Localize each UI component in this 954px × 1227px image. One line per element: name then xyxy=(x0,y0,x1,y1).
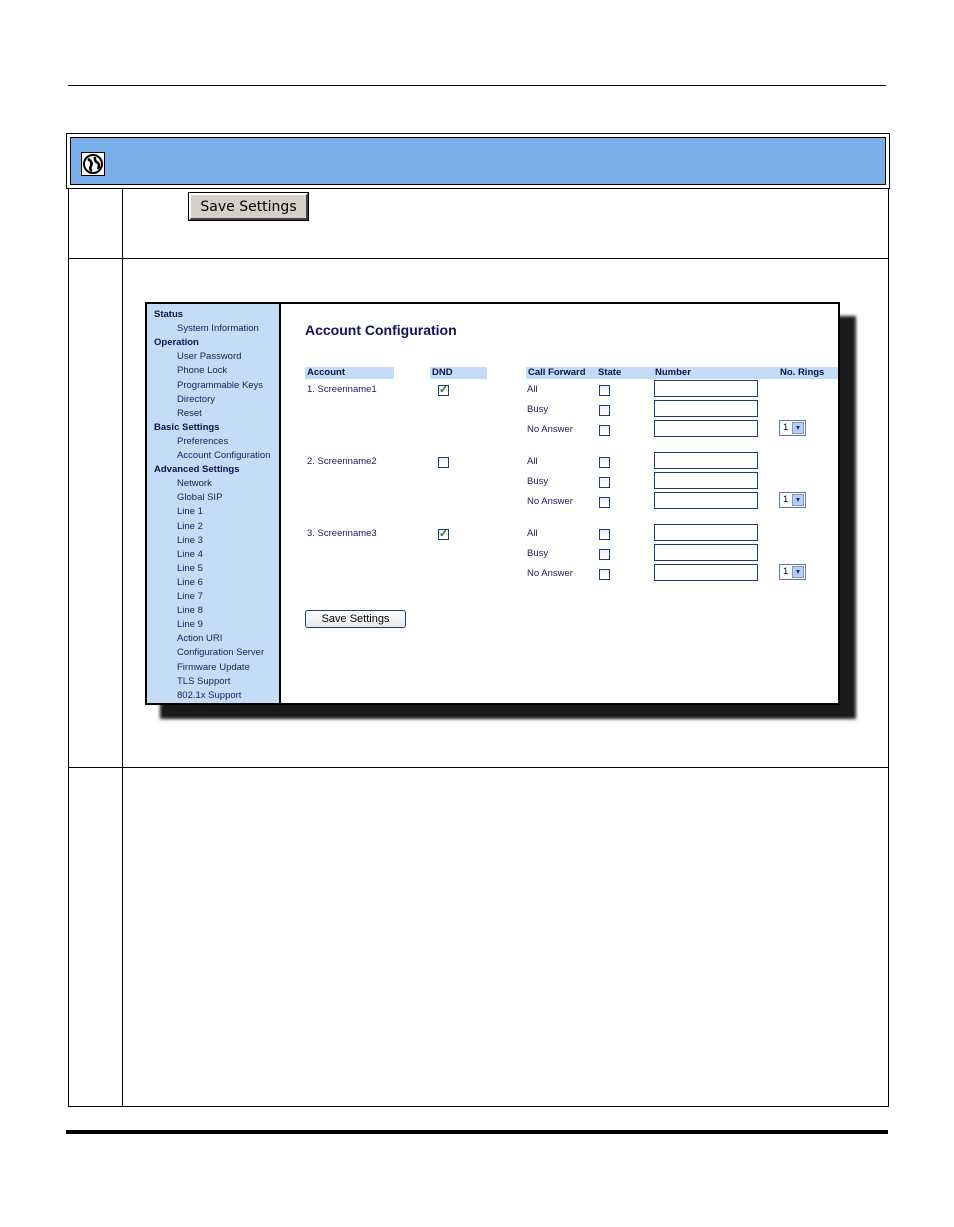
call-forward-type: All xyxy=(527,528,538,539)
sidebar-nav xyxy=(147,304,281,703)
forward-state-checkbox[interactable] xyxy=(599,529,610,540)
call-forward-type: No Answer xyxy=(527,424,573,435)
call-forward-type: Busy xyxy=(527,404,549,415)
forward-state-checkbox[interactable] xyxy=(599,477,610,488)
call-forward-type: No Answer xyxy=(527,496,573,507)
rings-select[interactable] xyxy=(779,492,806,508)
forward-state-checkbox[interactable] xyxy=(599,569,610,580)
sidebar-item[interactable]: Line 2 xyxy=(177,520,203,532)
sidebar-item[interactable]: Firmware Update xyxy=(177,661,250,673)
sidebar-item[interactable]: 802.1x Support xyxy=(177,689,242,701)
save-settings-button[interactable]: Save Settings xyxy=(189,193,308,220)
sidebar-item[interactable]: TLS Support xyxy=(177,675,231,687)
column-header-state: State xyxy=(596,367,653,379)
call-forward-type: Busy xyxy=(527,476,549,487)
rings-value: 1 xyxy=(783,422,789,433)
sidebar-item[interactable]: System Information xyxy=(177,323,259,335)
step-column-divider xyxy=(122,189,123,1107)
forward-state-checkbox[interactable] xyxy=(599,497,610,508)
column-header-dnd: DND xyxy=(430,367,487,379)
column-header-number: Number xyxy=(653,367,778,379)
call-forward-type: All xyxy=(527,384,538,395)
sidebar-item[interactable]: User Password xyxy=(177,351,242,363)
chevron-down-icon[interactable]: ▼ xyxy=(792,566,804,578)
sidebar-item[interactable]: Configuration Server xyxy=(177,647,265,659)
sidebar-item[interactable]: Line 8 xyxy=(177,605,203,617)
sidebar-item[interactable]: Network xyxy=(177,478,212,490)
forward-number-input[interactable] xyxy=(654,544,758,561)
dnd-checkbox[interactable] xyxy=(438,529,449,540)
sidebar-item[interactable]: Line 1 xyxy=(177,506,203,518)
call-forward-type: No Answer xyxy=(527,568,573,579)
forward-number-input[interactable] xyxy=(654,472,758,489)
sidebar-item[interactable]: Line 9 xyxy=(177,619,203,631)
sidebar-item[interactable]: Directory xyxy=(177,393,216,405)
account-configuration-panel xyxy=(283,304,838,703)
forward-state-checkbox[interactable] xyxy=(599,549,610,560)
sidebar-item[interactable]: Account Configuration xyxy=(177,450,271,461)
sidebar-item[interactable]: Reset xyxy=(177,407,202,419)
forward-number-input[interactable] xyxy=(654,452,758,469)
rings-value: 1 xyxy=(783,566,789,577)
sidebar-item[interactable]: Preferences xyxy=(177,435,229,447)
rings-select[interactable] xyxy=(779,564,806,580)
rings-select[interactable] xyxy=(779,420,806,436)
forward-state-checkbox[interactable] xyxy=(599,385,610,396)
forward-number-input[interactable] xyxy=(654,492,758,509)
page-title: Account Configuration xyxy=(305,322,457,338)
dnd-checkbox[interactable] xyxy=(438,385,449,396)
sidebar-item[interactable]: Line 5 xyxy=(177,562,203,574)
sidebar-item[interactable]: Global SIP xyxy=(177,492,223,504)
sidebar-item[interactable]: Line 6 xyxy=(177,576,203,588)
sidebar-section-heading: Operation xyxy=(154,337,199,349)
forward-state-checkbox[interactable] xyxy=(599,457,610,468)
column-header-call-forward: Call Forward xyxy=(526,367,596,379)
column-header-rings: No. Rings xyxy=(778,367,840,379)
sidebar-item[interactable]: Action URI xyxy=(177,633,223,645)
call-forward-type: Busy xyxy=(527,548,549,559)
chevron-down-icon[interactable]: ▼ xyxy=(792,494,804,506)
row-divider xyxy=(68,767,889,768)
forward-number-input[interactable] xyxy=(654,380,758,397)
sidebar-item[interactable]: Line 3 xyxy=(177,534,203,546)
rings-value: 1 xyxy=(783,494,789,505)
note-header-fill xyxy=(70,137,886,185)
row-divider xyxy=(68,258,889,259)
sidebar-item[interactable]: Programmable Keys xyxy=(177,379,264,391)
web-ui-screenshot xyxy=(145,302,840,705)
forward-state-checkbox[interactable] xyxy=(599,425,610,436)
forward-number-input[interactable] xyxy=(654,524,758,541)
forward-number-input[interactable] xyxy=(654,420,758,437)
sidebar-item[interactable]: Line 7 xyxy=(177,591,203,602)
dnd-checkbox[interactable] xyxy=(438,457,449,468)
account-name: 3. Screenname3 xyxy=(307,528,377,539)
account-name: 2. Screenname2 xyxy=(307,456,377,467)
forward-number-input[interactable] xyxy=(654,400,758,417)
chevron-down-icon[interactable]: ▼ xyxy=(792,422,804,434)
forward-number-input[interactable] xyxy=(654,564,758,581)
forward-state-checkbox[interactable] xyxy=(599,405,610,416)
call-forward-type: All xyxy=(527,456,538,467)
sidebar-section-heading: Status xyxy=(154,309,184,320)
sidebar-item[interactable]: Phone Lock xyxy=(177,365,228,377)
globe-icon xyxy=(81,152,105,176)
bottom-rule xyxy=(66,1130,888,1134)
sidebar-section-heading: Advanced Settings xyxy=(154,464,240,476)
column-header-account: Account xyxy=(305,367,394,379)
account-name: 1. Screenname1 xyxy=(307,384,377,395)
top-rule xyxy=(68,85,886,86)
note-header-band xyxy=(66,133,890,189)
sidebar-section-heading: Basic Settings xyxy=(154,421,220,433)
sidebar-item[interactable]: Line 4 xyxy=(177,548,203,560)
inner-save-settings-button[interactable]: Save Settings xyxy=(305,610,406,628)
